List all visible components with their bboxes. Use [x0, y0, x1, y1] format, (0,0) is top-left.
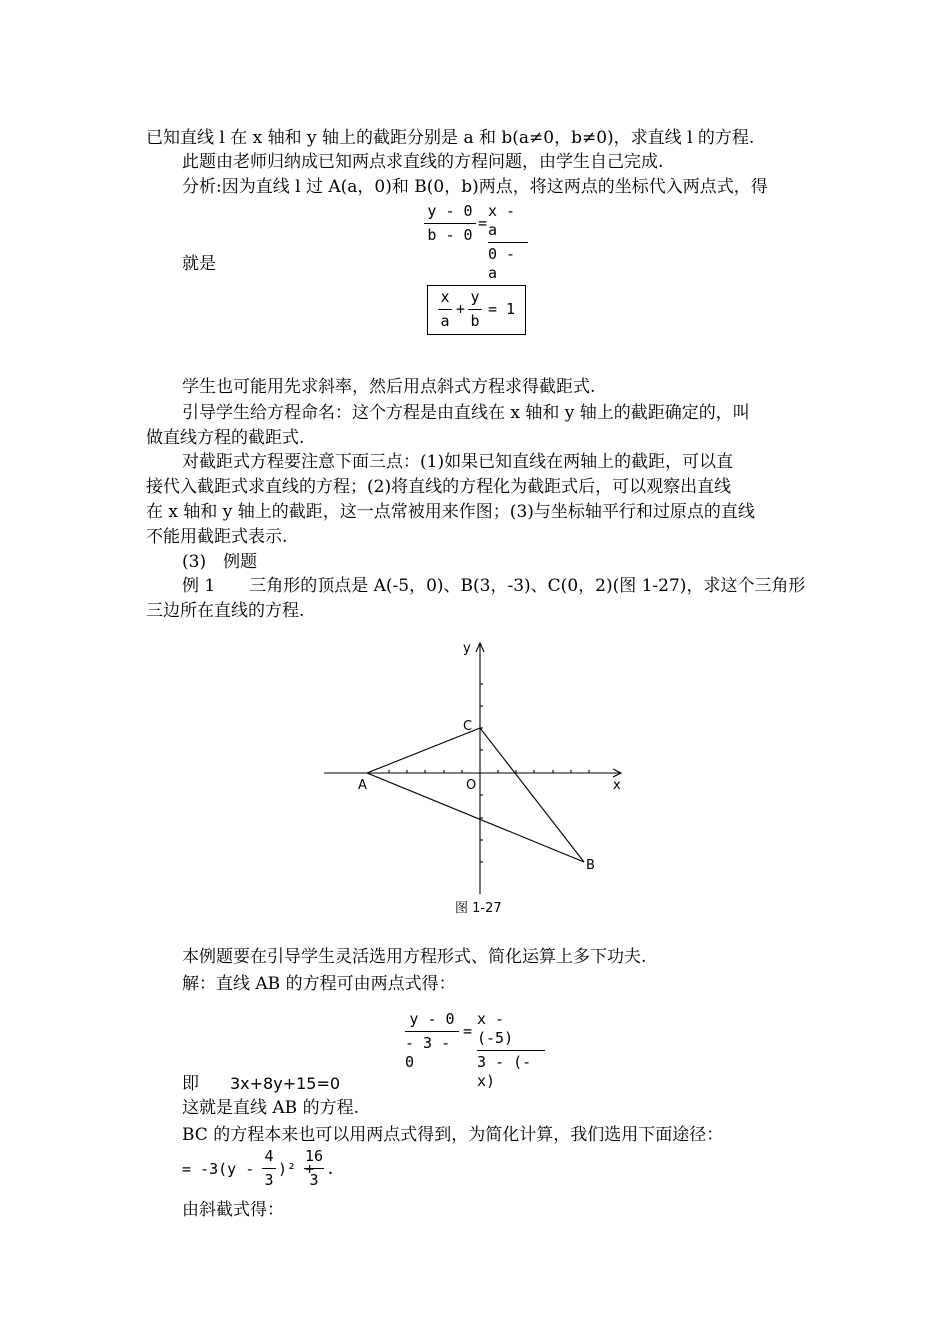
- problem-statement: 已知直线 l 在 x 轴和 y 轴上的截距分别是 a 和 b(a≠0，b≠0)，求直线 l 的方程.: [146, 128, 755, 148]
- fraction-right: x - a 0 - a: [488, 202, 528, 283]
- side-cb: [480, 728, 584, 862]
- paragraph: 这就是直线 AB 的方程.: [182, 1098, 359, 1118]
- result-label: 即: [182, 1074, 199, 1094]
- example-statement: 三边所在直线的方程.: [146, 601, 305, 621]
- label-C: C: [463, 719, 473, 734]
- paragraph: 由斜截式得：: [182, 1200, 284, 1220]
- fraction-left: y - 0 - 3 - 0: [405, 1010, 459, 1072]
- plus-sign: +: [456, 300, 466, 318]
- fraction-x-a: x a: [438, 288, 452, 331]
- section-heading: (3) 例题: [182, 552, 258, 572]
- label-A: A: [358, 778, 367, 793]
- paragraph: 学生也可能用先求斜率，然后用点斜式方程求得截距式.: [182, 377, 596, 397]
- equation-ab-result: 3x+8y+15=0: [230, 1074, 341, 1093]
- paragraph: 不能用截距式表示.: [146, 527, 288, 547]
- paragraph: 就是: [182, 254, 216, 274]
- analysis-paragraph: 分析:因为直线 l 过 A(a，0)和 B(0，b)两点，将这两点的坐标代入两点式，得: [182, 177, 768, 197]
- equals-one: = 1: [488, 300, 516, 318]
- fraction-right: x - (-5) 3 - (-x): [477, 1010, 545, 1091]
- fraction-four-thirds: 4 3: [262, 1147, 276, 1190]
- fraction-left: y - 0 b - 0: [424, 202, 476, 245]
- paragraph: 引导学生给方程命名：这个方程是由直线在 x 轴和 y 轴上的截距确定的，叫: [182, 403, 750, 423]
- expr-middle: )² +: [278, 1160, 315, 1178]
- paragraph: 对截距式方程要注意下面三点：(1)如果已知直线在两轴上的截距，可以直: [182, 452, 734, 472]
- label-x: x: [613, 778, 621, 793]
- side-ac: [367, 728, 480, 773]
- equals-sign: =: [463, 1022, 473, 1040]
- fraction-sixteen-thirds: 16 3: [304, 1147, 324, 1189]
- paragraph: BC 的方程本来也可以用两点式得到，为简化计算，我们选用下面途径：: [182, 1125, 724, 1145]
- paragraph: 接代入截距式求直线的方程；(2)将直线的方程化为截距式后，可以观察出直线: [146, 477, 732, 497]
- fraction-y-b: y b: [468, 288, 482, 331]
- expr-suffix: .: [326, 1160, 336, 1178]
- label-O: O: [466, 778, 477, 793]
- figure-caption: 图 1-27: [455, 901, 502, 916]
- paragraph: 此题由老师归纳成已知两点求直线的方程问题，由学生自己完成.: [182, 152, 664, 172]
- equals-sign: =: [478, 214, 488, 232]
- paragraph: 本例题要在引导学生灵活选用方程形式、简化运算上多下功夫.: [182, 947, 647, 967]
- intercept-form-box: [427, 285, 526, 335]
- paragraph: 在 x 轴和 y 轴上的截距，这一点常被用来作图；(3)与坐标轴平行和过原点的直线: [146, 502, 755, 522]
- label-B: B: [586, 858, 595, 873]
- example-statement: 例 1 三角形的顶点是 A(-5，0)、B(3，-3)、C(0，2)(图 1-27)，求这个三角形: [182, 576, 806, 596]
- label-y: y: [463, 641, 471, 656]
- expr-prefix: = -3(y -: [182, 1160, 255, 1178]
- solution-intro: 解：直线 AB 的方程可由两点式得：: [182, 974, 456, 994]
- triangle-figure: [310, 632, 640, 922]
- paragraph: 做直线方程的截距式.: [146, 428, 305, 448]
